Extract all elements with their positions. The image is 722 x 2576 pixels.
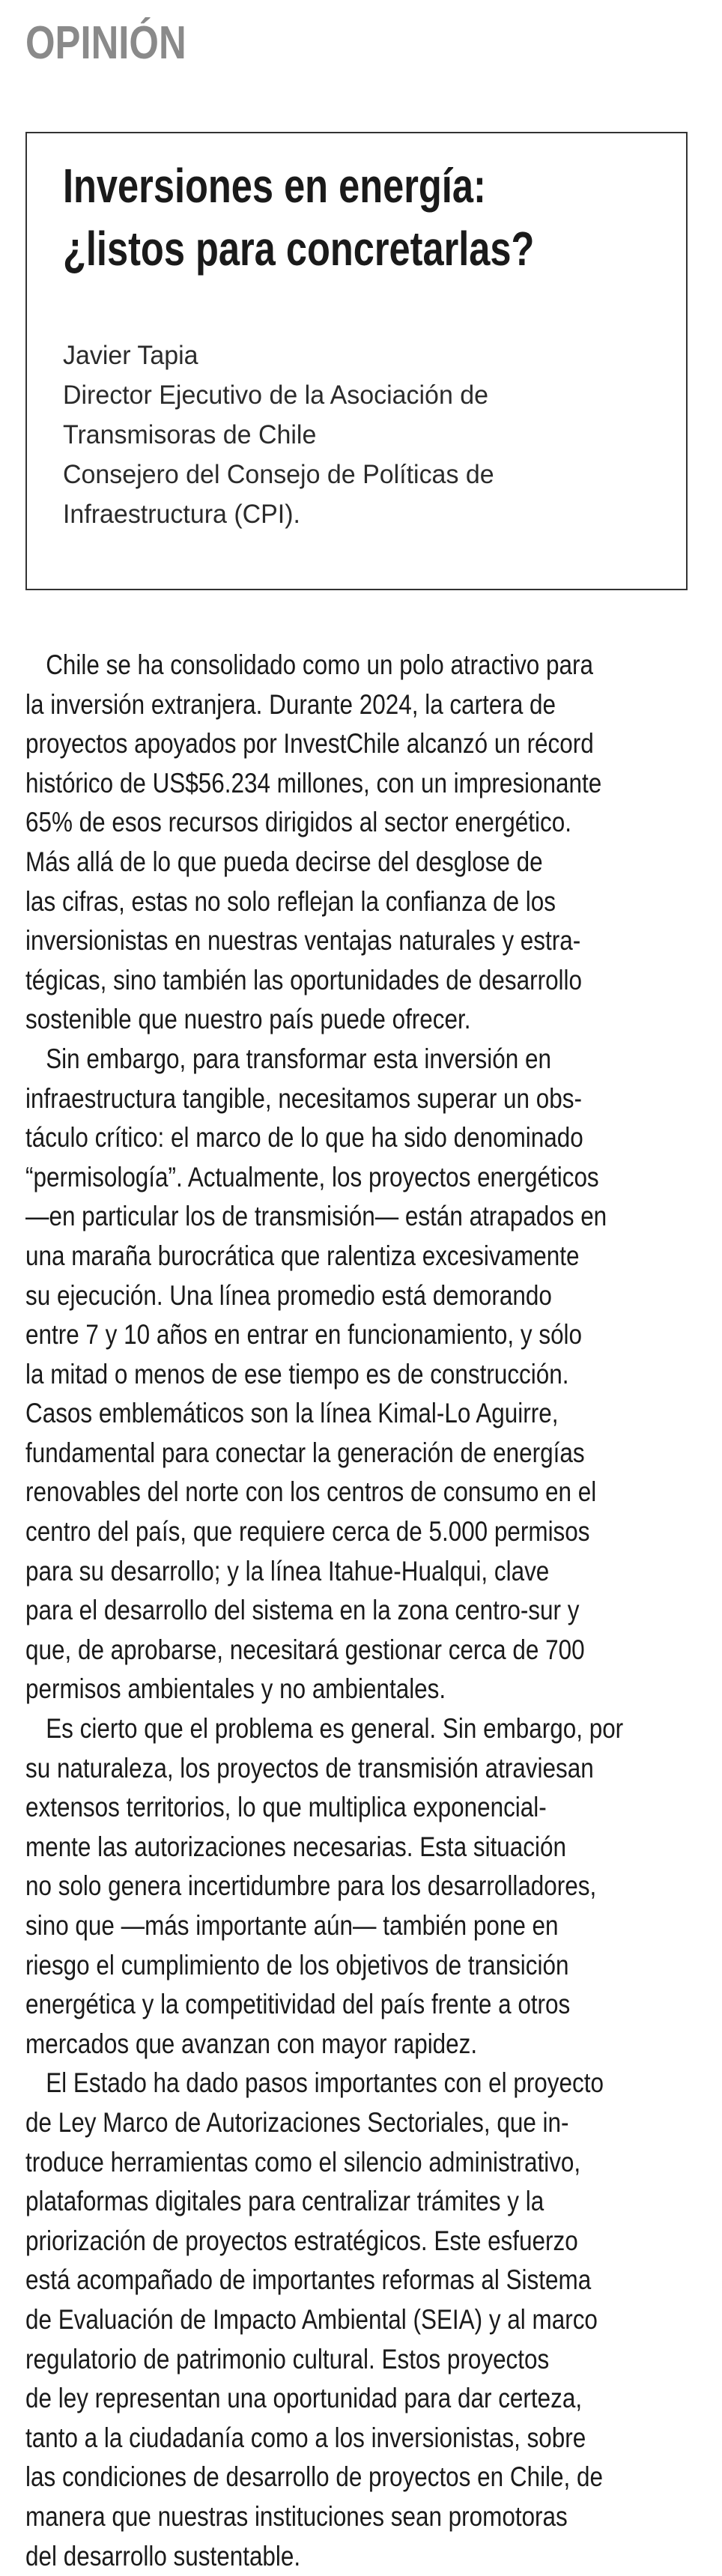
body-line: las cifras, estas no solo reflejan la confianza de los — [25, 882, 688, 922]
body-line: fundamental para conectar la generación de energías — [25, 1434, 688, 1473]
body-line: no solo genera incertidumbre para los desarrolladores, — [25, 1867, 688, 1906]
author-name: Javier Tapia — [63, 336, 658, 375]
body-line: renovables del norte con los centros de consumo en el — [25, 1473, 688, 1512]
body-line: está acompañado de importantes reformas al Sistema — [25, 2261, 688, 2300]
author-title-line-4: Infraestructura (CPI). — [63, 494, 658, 534]
body-line: una maraña burocrática que ralentiza excesivamente — [25, 1237, 688, 1276]
body-line: de ley representan una oportunidad para dar certeza, — [25, 2379, 688, 2419]
body-line: mente las autorizaciones necesarias. Esta situación — [25, 1828, 688, 1867]
body-line: la inversión extranjera. Durante 2024, la cartera de — [25, 685, 688, 725]
body-line: Es cierto que el problema es general. Sin embargo, por — [25, 1709, 688, 1749]
body-line: que, de aprobarse, necesitará gestionar cerca de 700 — [25, 1631, 688, 1670]
body-line: plataformas digitales para centralizar trámites y la — [25, 2182, 688, 2222]
body-line: del desarrollo sustentable. — [25, 2537, 688, 2576]
body-line: energética y la competitividad del país frente a otros — [25, 1985, 688, 2025]
body-line: infraestructura tangible, necesitamos superar un obs- — [25, 1079, 688, 1119]
body-line: tégicas, sino también las oportunidades de desarrollo — [25, 961, 688, 1001]
body-line: proyectos apoyados por InvestChile alcanzó un récord — [25, 724, 688, 764]
body-line: —en particular los de transmisión— están atrapados en — [25, 1197, 688, 1237]
author-title-line-3: Consejero del Consejo de Políticas de — [63, 455, 658, 494]
body-line: para su desarrollo; y la línea Itahue-Hualqui, clave — [25, 1552, 688, 1592]
article-body — [25, 646, 688, 2576]
author-title-line-2: Transmisoras de Chile — [63, 415, 658, 455]
author-byline — [63, 336, 658, 534]
section-label: OPINIÓN — [25, 16, 186, 70]
body-line: riesgo el cumplimiento de los objetivos de transición — [25, 1946, 688, 1986]
body-line: su naturaleza, los proyectos de transmisión atraviesan — [25, 1749, 688, 1789]
body-line: tanto a la ciudadanía como a los inversionistas, sobre — [25, 2419, 688, 2458]
headline-line-2: ¿listos para concretarlas? — [63, 217, 655, 280]
body-line: de Ley Marco de Autorizaciones Sectoriales, que in- — [25, 2103, 688, 2143]
body-line: su ejecución. Una línea promedio está demorando — [25, 1276, 688, 1316]
body-line: regulatorio de patrimonio cultural. Estos proyectos — [25, 2340, 688, 2380]
body-line: Casos emblemáticos son la línea Kimal-Lo Aguirre, — [25, 1394, 688, 1434]
author-title-line-1: Director Ejecutivo de la Asociación de — [63, 375, 658, 415]
body-line: Más allá de lo que pueda decirse del desglose de — [25, 843, 688, 882]
body-line: extensos territorios, lo que multiplica exponencial- — [25, 1788, 688, 1828]
body-line: Chile se ha consolidado como un polo atractivo para — [25, 646, 688, 685]
body-line: Sin embargo, para transformar esta inversión en — [25, 1040, 688, 1079]
headline — [63, 154, 655, 280]
body-line: inversionistas en nuestras ventajas naturales y estra- — [25, 921, 688, 961]
body-line: la mitad o menos de ese tiempo es de construcción. — [25, 1355, 688, 1395]
body-line: las condiciones de desarrollo de proyectos en Chile, de — [25, 2458, 688, 2497]
body-line: “permisología”. Actualmente, los proyectos energéticos — [25, 1158, 688, 1198]
body-line: permisos ambientales y no ambientales. — [25, 1670, 688, 1709]
body-line: manera que nuestras instituciones sean promotoras — [25, 2497, 688, 2537]
body-line: priorización de proyectos estratégicos. Este esfuerzo — [25, 2222, 688, 2261]
body-line: sostenible que nuestro país puede ofrecer. — [25, 1000, 688, 1040]
headline-box — [25, 132, 688, 590]
body-line: mercados que avanzan con mayor rapidez. — [25, 2025, 688, 2064]
body-line: El Estado ha dado pasos importantes con el proyecto — [25, 2064, 688, 2103]
body-line: 65% de esos recursos dirigidos al sector energético. — [25, 803, 688, 843]
body-line: histórico de US$56.234 millones, con un impresionante — [25, 764, 688, 804]
body-line: de Evaluación de Impacto Ambiental (SEIA) y al marco — [25, 2300, 688, 2340]
body-line: troduce herramientas como el silencio administrativo, — [25, 2143, 688, 2183]
body-line: centro del país, que requiere cerca de 5.000 permisos — [25, 1512, 688, 1552]
headline-line-1: Inversiones en energía: — [63, 154, 655, 217]
body-line: táculo crítico: el marco de lo que ha sido denominado — [25, 1118, 688, 1158]
body-line: sino que —más importante aún— también pone en — [25, 1906, 688, 1946]
body-line: entre 7 y 10 años en entrar en funcionamiento, y sólo — [25, 1315, 688, 1355]
body-line: para el desarrollo del sistema en la zona centro-sur y — [25, 1591, 688, 1631]
